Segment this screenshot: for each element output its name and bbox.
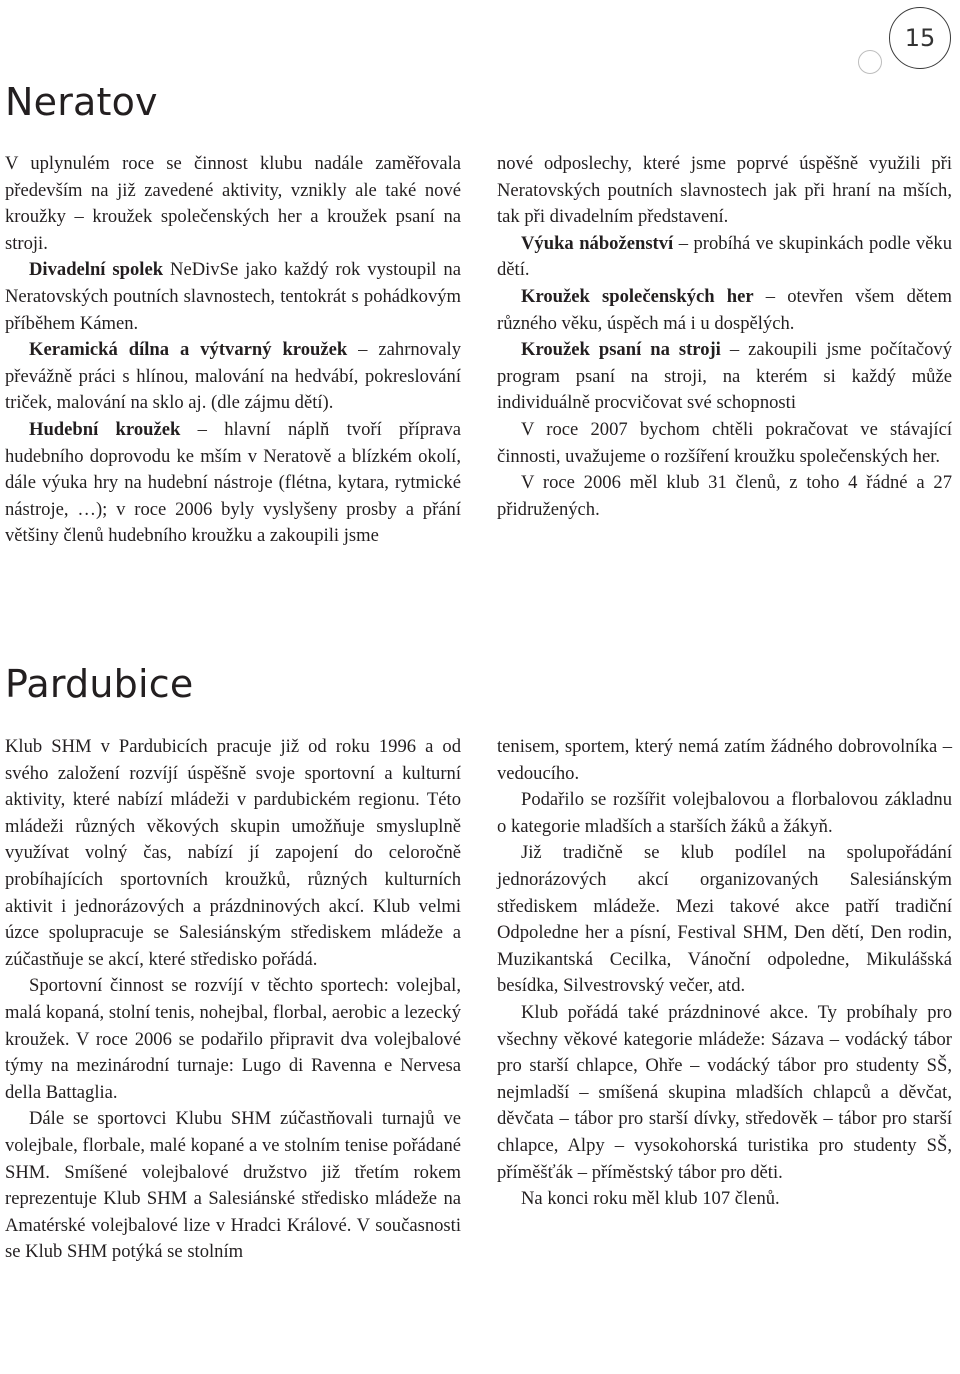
- paragraph: Podařilo se rozšířit volejbalovou a florbalovou základnu o kategorie mladších a starších žáků a žákyň.: [497, 789, 952, 837]
- paragraph: Klub SHM v Pardubicích pracuje již od roku 1996 a od svého založení rozvíjí úspěšně svoje sportovní a kulturní aktivity, které nabízí mládeži v pardubickém regionu. Této mládeži různých věkových skupin umožňuje smysluplně využívat volný čas, nabízí jí zapojení do celoročně probíhajících sportovních kroužků, různých kulturních aktivit i jednorázových a prázdninových akcí. Klub velmi úzce spolupracuje se Salesiánským střediskem mládeže a zúčastňuje se akcí, které středisko pořádá.: [5, 736, 461, 970]
- paragraph: V uplynulém roce se činnost klubu nadále zaměřovala především na již zavedené aktivity, vznikly ale také nové kroužky – kroužek společenských her a kroužek psaní na stroji.: [5, 153, 461, 254]
- paragraph: Na konci roku měl klub 107 členů.: [521, 1188, 780, 1210]
- decorative-circle: [858, 50, 882, 74]
- paragraph: Klub pořádá také prázdninové akce. Ty probíhaly pro všechny věkové kategorie mládeže: Sázava – vodácký tábor pro starší chlapce, Ohře – vodácký tábor pro studenty SŠ, nejmladší – smíšená skupina mladších chlapců a děvčat, děvčata – tábor pro starší dívky, středověk – tábor pro starší chlapce, Alpy – vysokohorská turistika pro studenty SŠ, příměšťák – příměstský tábor pro děti.: [497, 1001, 952, 1183]
- section-heading-neratov: Neratov: [5, 80, 158, 124]
- section-heading-pardubice: Pardubice: [5, 662, 194, 706]
- paragraph: V roce 2007 bychom chtěli pokračovat ve stávající činnosti, uvažujeme o rozšíření kroužku společenských her.: [497, 418, 952, 467]
- neratov-right-column: [497, 151, 952, 523]
- paragraph: nové odposlechy, které jsme poprvé úspěšně využili při Neratovských poutních slavnostech jak při hraní na mších, tak při divadelním představení.: [497, 153, 952, 228]
- neratov-left-column: [5, 151, 461, 550]
- paragraph: Keramická dílna a výtvarný kroužek – zahrnovaly převážně práci s hlínou, malování na hedvábí, pokreslování triček, malování na sklo aj. (dle zájmu dětí).: [5, 339, 461, 414]
- pardubice-left-column: [5, 734, 461, 1266]
- paragraph: Výuka náboženství – probíhá ve skupinkách podle věku dětí.: [497, 232, 952, 281]
- paragraph: tenisem, sportem, který nemá zatím žádného dobrovolníka – vedoucího.: [497, 736, 952, 784]
- paragraph: Hudební kroužek – hlavní náplň tvoří příprava hudebního doprovodu ke mším v Neratově a blízkém okolí, dále výuka hry na hudební nástroje (flétna, kytara, rytmické nástroje, …); v roce 2006 byly vyslyšeny prosby a přání většiny členů hudebního kroužku a zakoupili jsme: [5, 418, 462, 547]
- paragraph: Sportovní činnost se rozvíjí v těchto sportech: volejbal, malá kopaná, stolní tenis, nohejbal, florbal, aerobic a lezecký kroužek. V roce 2006 se podařilo připravit dva volejbalové týmy na mezinárodní turnaje: Lugo di Ravenna e Nervesa della Battaglia.: [5, 975, 461, 1103]
- paragraph: Již tradičně se klub podílel na spolupořádání jednorázových akcí organizovaných Salesiánským střediskem mládeže. Mezi takové akce patří tradiční Odpoledne her a písní, Festival SHM, Den dětí, Den rodin, Muzikantská Cecilka, Vánoční odpoledne, Mikulášská besídka, Silvestrovský večer, atd.: [497, 842, 952, 997]
- pardubice-right-column: [497, 734, 952, 1213]
- page-number: 15: [889, 7, 951, 69]
- paragraph: Dále se sportovci Klubu SHM zúčastňovali turnajů ve volejbale, florbale, malé kopané a ve stolním tenise pořádané SHM. Smíšené volejbalové družstvo již třetím rokem reprezentuje Klub SHM a Salesiánské středisko mládeže na Amatérské volejbalové lize v Hradci Králové. V současnosti se Klub SHM potýká se stolním: [5, 1108, 461, 1263]
- paragraph: V roce 2006 měl klub 31 členů, z toho 4 řádné a 27 přidružených.: [497, 472, 952, 520]
- paragraph: Kroužek společenských her – otevřen všem dětem různého věku, úspěch má i u dospělých.: [497, 285, 952, 334]
- paragraph: Divadelní spolek NeDivSe jako každý rok vystoupil na Neratovských poutních slavnostech, tentokrát s pohádkovým příběhem Kámen.: [5, 259, 461, 334]
- paragraph: Kroužek psaní na stroji – zakoupili jsme počítačový program psaní na stroji, na kterém si každý může individuálně procvičovat své schopnosti: [497, 339, 952, 414]
